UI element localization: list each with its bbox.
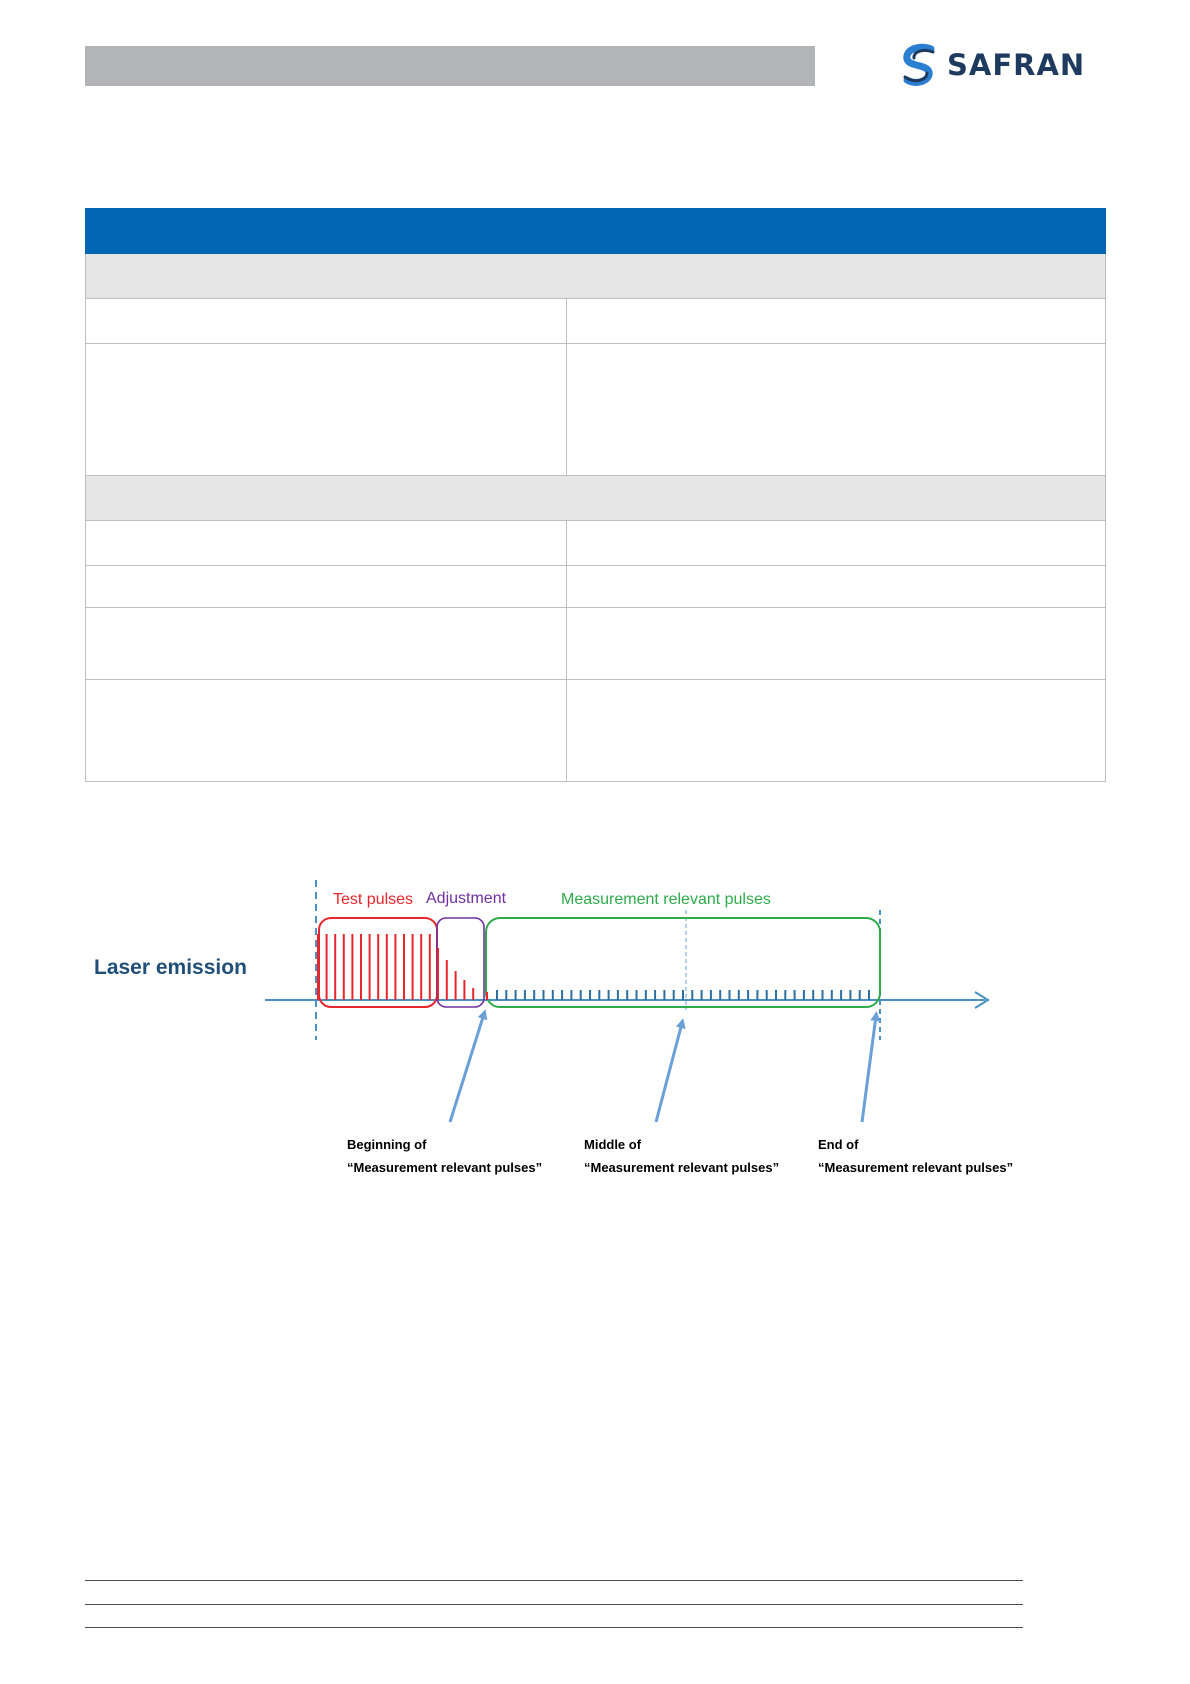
begin-callout-line1: Beginning of xyxy=(347,1137,427,1152)
header-bar xyxy=(85,46,815,86)
middle-callout-line2: “Measurement relevant pulses” xyxy=(584,1160,780,1175)
table-row xyxy=(86,521,1106,566)
measurement-pulses xyxy=(487,990,869,1000)
middle-callout-line1: Middle of xyxy=(584,1137,642,1152)
footer-rule xyxy=(85,1580,1023,1581)
end-arrow xyxy=(862,1016,876,1122)
adjustment-pulses xyxy=(438,948,473,1000)
laser-emission-diagram xyxy=(0,860,1190,1180)
safran-logo-text: SAFRAN xyxy=(947,48,1086,82)
table-section-row xyxy=(86,254,1106,299)
table-header-row xyxy=(86,209,1106,254)
begin-arrow xyxy=(450,1014,484,1122)
safran-logo xyxy=(897,42,1107,90)
adjustment-box xyxy=(437,918,484,1007)
footer-rule xyxy=(85,1604,1023,1605)
end-callout-line2: “Measurement relevant pulses” xyxy=(818,1160,1014,1175)
table-row xyxy=(86,608,1106,680)
test-pulses xyxy=(318,934,430,1000)
footer-rule xyxy=(85,1627,1023,1628)
safran-s-icon xyxy=(897,42,945,90)
table-row xyxy=(86,680,1106,782)
begin-callout-line2: “Measurement relevant pulses” xyxy=(347,1160,543,1175)
table-section-row xyxy=(86,476,1106,521)
test-pulses-label: Test pulses xyxy=(333,891,414,908)
adjustment-label: Adjustment xyxy=(426,890,507,907)
table-row xyxy=(86,566,1106,608)
end-callout-line1: End of xyxy=(818,1137,859,1152)
table-row xyxy=(86,344,1106,476)
laser-emission-label: Laser emission xyxy=(94,956,247,979)
middle-arrow xyxy=(656,1023,682,1122)
info-table xyxy=(85,208,1106,782)
table-row xyxy=(86,299,1106,344)
measurement-pulses-label: Measurement relevant pulses xyxy=(561,891,771,908)
